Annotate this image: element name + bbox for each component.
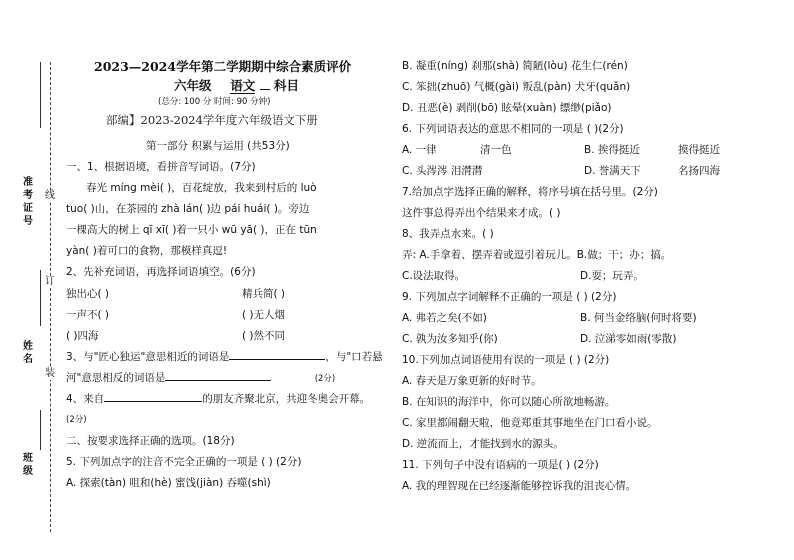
q10-heading: 10.下列加点词语使用有误的一项是 ( ) (2分) [402, 354, 610, 366]
q5-option-b: B. 凝重(níng) 刹那(shà) 简陋(lòu) 花生仁(rén) [402, 60, 628, 72]
edition-line: 部编】2023-2024学年度六年级语文下册 [106, 113, 318, 127]
q6-option-b: B. 挨得挺近 [584, 144, 640, 156]
class-label: 班级 [23, 453, 33, 477]
q1-line4: yàn( )着可口的食物，那模样真逗! [66, 245, 228, 257]
q6-option-a2: 清一色 [480, 144, 512, 156]
q10-option-d: D. 逆流而上，才能找到水的源头。 [402, 438, 564, 450]
q5-option-c: C. 笨拙(zhuō) 气概(gài) 叛乱(pàn) 犬牙(quǎn) [402, 81, 631, 93]
binding-dashed-line [50, 62, 51, 532]
q3-line2 [66, 368, 335, 390]
q2-heading: 2、先补充词语，再选择词语填空。(6分) [66, 266, 256, 278]
q3-text-b: ，与"口若悬 [325, 351, 383, 363]
binding-strip [0, 0, 70, 560]
seal-bind-label: 装 [45, 368, 55, 379]
subject-label: 语文 [230, 78, 256, 93]
q2-item2: 精兵简( ) [242, 288, 286, 300]
q6-option-d: D. 誉满天下 [584, 165, 641, 177]
part1-heading: 第一部分 积累与运用 (共53分) [146, 140, 290, 152]
section2-heading: 二、按要求选择正确的选项。(18分) [66, 435, 235, 447]
q4-line1 [66, 389, 370, 410]
q6-option-c: C. 头涔涔 泪潸潸 [402, 165, 483, 177]
q6-option-a: A. 一律 [402, 144, 437, 156]
q9-heading: 9. 下列加点字词解释不正确的一项是 ( ) (2分) [402, 291, 617, 303]
q10-option-a: A. 春天是万象更新的好时节。 [402, 375, 542, 387]
q8-option-c: C.设法取得。 [402, 270, 466, 282]
kemu-label: 科目 [273, 78, 299, 93]
q4-text-a: 4、来自 [66, 393, 105, 405]
q6-option-d2: 名扬四海 [678, 165, 720, 177]
exam-title: 2023—2024学年第二学期期中综合素质评价 [94, 59, 352, 74]
grade-label: 六年级 [174, 78, 212, 93]
q1-line1: 春光 míng mèi( )，百花绽放，我来到村后的 luò [86, 182, 317, 194]
q2-item3: 一声不( ) [66, 309, 110, 321]
score-info: (总分: 100 分 时间: 90 分钟) [158, 97, 271, 107]
seal-order-label: 订 [45, 276, 55, 287]
q8-line: 8、我弄点水来。( ) [402, 228, 494, 240]
q3-line1 [66, 347, 383, 368]
q1-heading: 一、1、根据语境，看拼音写词语。(7分) [66, 161, 256, 173]
q9-option-a: A. 弗若之矣(不如) [402, 312, 487, 324]
q6-option-b2: 摸得挺近 [678, 144, 720, 156]
q9-option-c: C. 孰为汝多知乎(你) [402, 333, 498, 345]
q9-option-d: D. 泣涕零如雨(零散) [580, 333, 677, 345]
q7-heading: 7.给加点字选择正确的解释，将序号填在括号里。(2分) [402, 186, 658, 198]
q4-points: (2分) [66, 415, 87, 425]
q1-line3: 一棵高大的树上 qī xī( )着一只小 wū yā( )，正在 tūn [66, 224, 317, 236]
q8-option-d: D.耍；玩弄。 [580, 270, 644, 282]
exam-number-line [40, 62, 41, 128]
q1-line2: tuo( )山，在茶园的 zhà lán( )边 pái huái( )。旁边 [66, 203, 310, 215]
q3-text-a: 3、与"匠心独运"意思相近的词语是 [66, 351, 230, 363]
q8-explanation: 弄: A.手拿着、摆弄着或逗引着玩儿。B.做；干；办；搞。 [402, 249, 672, 261]
q5-option-a: A. 探索(tàn) 咀和(hè) 蜜饯(jiàn) 吞噬(shì) [66, 477, 271, 489]
q2-item6: ( )然不同 [242, 330, 286, 342]
class-line [40, 410, 41, 450]
q9-option-b: B. 何当金络脑(何时将要) [580, 312, 697, 324]
q2-item1: 独出心( ) [66, 288, 110, 300]
q2-item5: ( )四海 [66, 330, 99, 342]
q4-text-b: 的朋友齐聚北京，共迎冬奥会开幕。 [202, 393, 371, 405]
name-label: 姓名 [23, 341, 33, 365]
q11-option-a: A. 我的理智现在已经逐渐能够控诉我的沮丧心情。 [402, 480, 637, 492]
q3-text-c: 河"意思相反的词语是 [66, 372, 166, 384]
seal-line-label: 线 [45, 190, 55, 201]
q11-heading: 11. 下列句子中没有语病的一项是( ) (2分) [402, 459, 599, 471]
q10-option-c: C. 家里都闹翻天啦，他竟郑重其事地坐在门口看小说。 [402, 417, 658, 429]
q7-line1: 这件事总得弄出个结果来才成。( ) [402, 207, 561, 219]
q2-item4: ( )无人烟 [242, 309, 286, 321]
q3-points: (2分) [314, 374, 336, 384]
q3-blank2[interactable] [165, 369, 271, 381]
q4-blank[interactable] [104, 390, 202, 402]
name-line [40, 270, 41, 326]
exam-number-label: 准考证号 [23, 177, 33, 227]
q5-heading: 5. 下列加点字的注音不完全正确的一项是 ( ) (2分) [66, 456, 302, 468]
q5-option-d: D. 丑恶(è) 剥削(bō) 眩晕(xuàn) 缥缈(piǎo) [402, 102, 612, 114]
q6-heading: 6. 下列词语表达的意思不相同的一项是 ( )(2分) [402, 123, 624, 135]
q3-blank1[interactable] [229, 348, 325, 360]
q10-option-b: B. 在知识的海洋中，你可以随心所欲地畅游。 [402, 396, 616, 408]
